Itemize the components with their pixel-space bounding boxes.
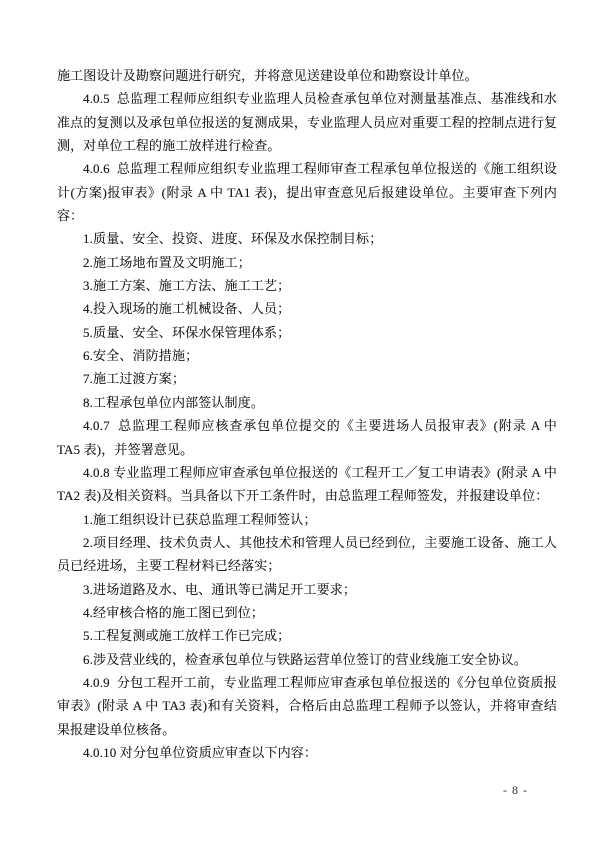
page-number: - 8 - [503,783,528,797]
list-item-2b: 2.项目经理、技术负责人、其他技术和管理人员已经到位，主要施工设备、施工人员已经进场，主要工程材料已经落实； [57,534,557,574]
clause-4-0-7: 4.0.7 总监理工程师应核查承包单位提交的《主要进场人员报审表》(附录 A 中 TA5 表)，并签署意见。 [57,418,561,457]
list-item-4b: 4.经审核合格的施工图已到位； [83,604,265,620]
list-item-2: 2.施工场地布置及文明施工； [83,254,251,270]
list-item-3b: 3.进场道路及水、电、通讯等已满足开工要求； [83,581,357,597]
list-item-5: 5.质量、安全、环保水保管理体系； [83,324,291,340]
list-item-7: 7.施工过渡方案； [83,371,186,387]
list-item-3: 3.施工方案、施工方法、施工工艺； [83,278,291,294]
list-item-4: 4.投入现场的施工机械设备、人员； [83,301,291,317]
clause-4-0-9: 4.0.9 分包工程开工前，专业监理工程师应审查承包单位报送的《分包单位资质报审表》(附录 A 中 TA3 表)和有关资料，合格后由总监理工程师予以签认，并将审查结果报建设单位核备。 [57,674,557,737]
clause-4-0-10: 4.0.10 对分包单位资质应审查以下内容： [83,744,318,760]
list-item-8: 8.工程承包单位内部签认制度。 [83,394,265,410]
document-body [57,64,561,764]
list-item-1: 1.质量、安全、投资、进度、环保及水保控制目标； [83,231,383,247]
paragraph-continuation: 施工图设计及勘察问题进行研究，并将意见送建设单位和勘察设计单位。 [57,68,478,83]
list-item-6b: 6.涉及营业线的，检查承包单位与铁路运营单位签订的营业线施工安全协议。 [83,651,528,667]
list-item-1b: 1.施工组织设计已获总监理工程师签认； [83,511,317,527]
clause-4-0-5: 4.0.5 总监理工程师应组织专业监理人员检查承包单位对测量基准点、基准线和水准点的复测以及承包单位报送的复测成果，专业监理人员应对重要工程的控制点进行复测，对单位工程的施工放样进行检查。 [57,91,557,154]
list-item-5b: 5.工程复测或施工放样工作已完成； [83,628,291,644]
clause-4-0-6: 4.0.6 总监理工程师应组织专业监理工程师审查工程承包单位报送的《施工组织设计(方案)报审表》(附录 A 中 TA1 表)，提出审查意见后报建设单位。主要审查下列内容： [57,161,557,224]
clause-4-0-8: 4.0.8 专业监理工程师应审查承包单位报送的《工程开工／复工申请表》(附录 A 中 TA2 表)及相关资料。当具备以下开工条件时，由总监理工程师签发，并报建设单位： [57,464,561,504]
list-item-6: 6.安全、消防措施； [83,348,199,364]
